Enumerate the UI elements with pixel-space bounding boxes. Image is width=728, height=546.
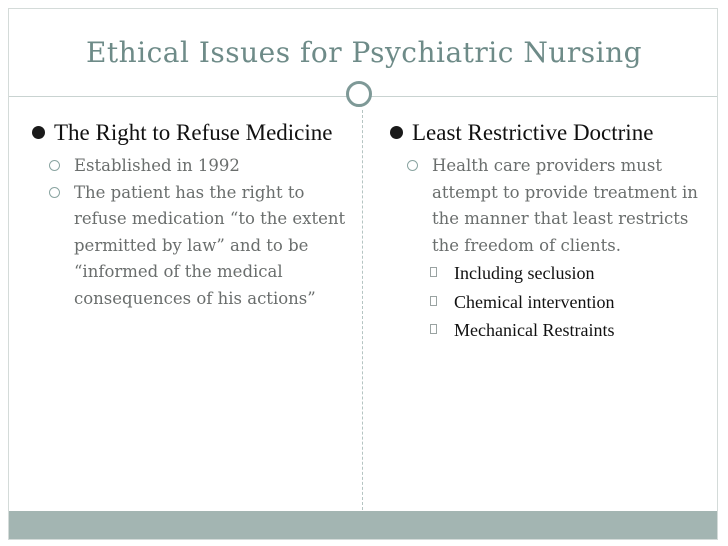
left-point-2-text: The patient has the right to refuse medication “to the extent permitted by law” and to be “informed of the medical consequences of his actions”: [74, 182, 346, 308]
filled-circle-bullet-icon: [32, 126, 45, 139]
right-column: [390, 118, 700, 345]
left-point-1-text: Established in 1992: [74, 156, 240, 175]
square-bullet-icon: [430, 267, 437, 277]
right-subpoint-2: [390, 288, 700, 317]
right-heading-item: [390, 118, 700, 147]
right-subpoint-1-text: Including seclusion: [454, 263, 595, 283]
left-heading-item: [32, 118, 352, 147]
square-bullet-icon: [430, 296, 437, 306]
right-subpoint-3: [390, 316, 700, 345]
right-subpoint-3-text: Mechanical Restraints: [454, 320, 615, 340]
right-subpoint-1: [390, 259, 700, 288]
left-column: [32, 118, 352, 312]
right-point-1: [390, 153, 700, 259]
filled-circle-bullet-icon: [390, 126, 403, 139]
square-bullet-icon: [430, 324, 437, 334]
ring-icon: [346, 81, 372, 107]
left-point-2: [32, 180, 352, 313]
footer-bar: [9, 511, 717, 539]
left-heading-text: The Right to Refuse Medicine: [54, 120, 333, 145]
column-divider: [362, 110, 363, 510]
open-circle-bullet-icon: [407, 160, 418, 171]
left-point-1: [32, 153, 352, 180]
right-point-1-text: Health care providers must attempt to provide treatment in the manner that least restricts the freedom of clients.: [432, 156, 698, 255]
right-subpoint-2-text: Chemical intervention: [454, 291, 615, 312]
slide-title: Ethical Issues for Psychiatric Nursing: [85, 36, 643, 69]
right-heading-text: Least Restrictive Doctrine: [412, 120, 654, 145]
open-circle-bullet-icon: [49, 160, 60, 171]
open-circle-bullet-icon: [49, 187, 60, 198]
